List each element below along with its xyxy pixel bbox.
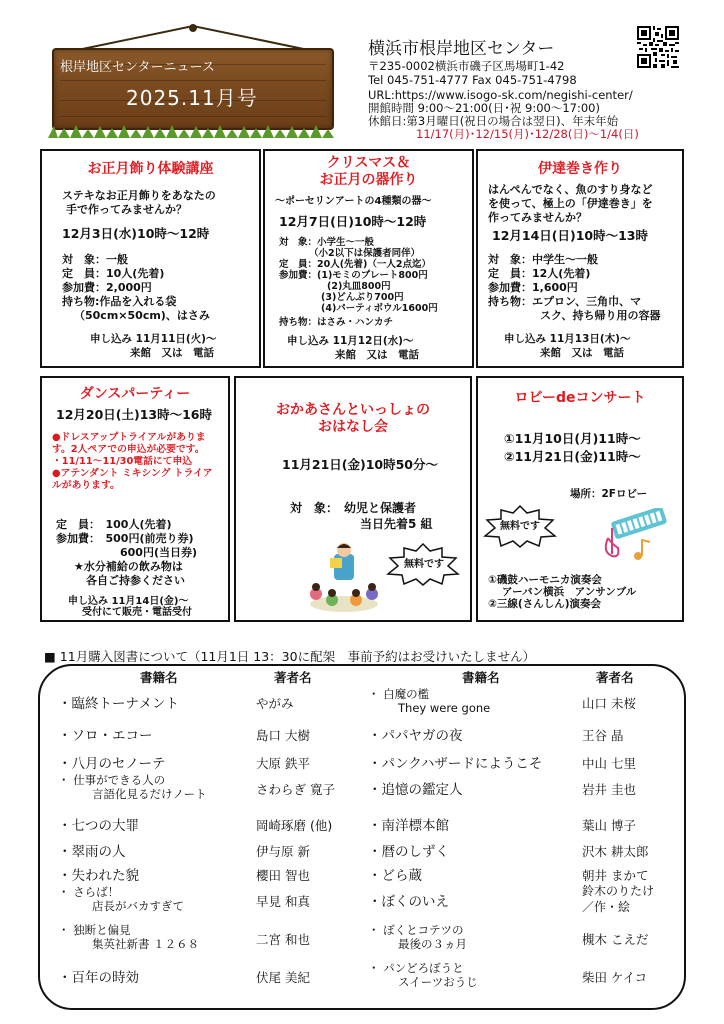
event-apply: 来館 又は 電話 (130, 347, 214, 359)
event-note: ルがあります。 (52, 480, 120, 491)
book-title-left: ・ さらば！ (58, 885, 120, 899)
book-author-left: さわらぎ 寛子 (256, 782, 335, 797)
book-author-left: 早見 和真 (256, 894, 310, 909)
event-detail: ★水分補給の飲み物は (74, 560, 183, 573)
book-title-right: ・ぼくのいえ (368, 894, 449, 910)
event-detail: 対 象：中学生～一般 (488, 253, 598, 266)
event-title: おはなし会 (318, 419, 388, 435)
book-author-right: 中山 七里 (582, 756, 636, 771)
event-note: ●アテンダント ミキシング トライア (52, 468, 213, 479)
event-detail: 持ち物:作品を入れる袋 (62, 295, 177, 308)
book-author-right: 柴田 ケイコ (582, 970, 648, 985)
book-author-left: 島口 大樹 (256, 728, 310, 743)
book-title-left: ・失われた貌 (58, 868, 139, 884)
book-title-right-line2: スイーツおうじ (398, 975, 478, 989)
storytelling-illustration-icon (306, 540, 382, 614)
free-label: 無料です (404, 559, 444, 570)
book-title-right-line2: 最後の３ヵ月 (398, 937, 467, 951)
book-author-left: 伏尾 美紀 (256, 970, 310, 985)
book-title-left-line2: 集英社新書 １２６８ (92, 937, 200, 951)
book-title-right: ・ パンどろぼうと (368, 961, 464, 975)
book-title-left-line2: 店長がバカすぎて (92, 899, 184, 913)
event-detail: (3)どんぶり700円 (321, 292, 404, 303)
event-apply: 申し込み 11月11日(火)～ (90, 333, 217, 345)
event-title: ロビーdeコンサート (514, 390, 646, 406)
event-detail: 参加費： 500円(前売り券) (56, 532, 194, 545)
book-author-right: 葉山 博子 (582, 818, 636, 833)
books-frame (38, 664, 686, 1010)
book-title-left: ・百年の時効 (58, 970, 139, 986)
event-detail: 持ち物：はさみ・ハンカチ (279, 317, 394, 328)
event-apply: 来館 又は 電話 (540, 347, 624, 359)
book-title-right: ・ 白魔の檻 (368, 687, 430, 701)
tel-fax: Tel 045-751-4777 Fax 045-751-4798 (368, 73, 577, 87)
event-datetime: 11月21日(金)10時50分～ (282, 457, 439, 472)
event-subtitle: ～ポーセリンアートの4種類の器～ (275, 196, 432, 207)
event-detail: 定 員：20人(先着)（一人2点迄） (279, 259, 432, 270)
col-header-author-left: 著者名 (274, 670, 312, 685)
event-intro: 手で作ってみませんか？ (66, 203, 187, 216)
event-detail: 定 員：12人(先着) (488, 267, 591, 280)
issue-label: 2025.11月号 (126, 86, 258, 110)
event-datetime: ①11月10日(月)11時～ (504, 431, 641, 446)
book-author-left: やがみ (256, 696, 294, 711)
book-title-left: ・ソロ・エコー (58, 728, 153, 744)
event-box-storytime (234, 376, 472, 622)
event-detail: 参加費：2,000円 (62, 281, 152, 294)
book-title-left: ・ 仕事ができる人の (58, 773, 166, 787)
event-title: お正月飾り体験講座 (87, 161, 214, 177)
performer: ①磯鼓ハーモニカ演奏会 (488, 574, 602, 586)
event-note: ●ドレスアップトライアルがありま (52, 432, 206, 443)
opening-hours: 開館時間 9:00～21:00(日･祝 9:00～17:00) (368, 101, 600, 115)
event-apply: 申し込み 11月14日(金)～ (68, 596, 189, 607)
event-datetime: ②11月21日(金)11時～ (504, 449, 641, 464)
book-title-left-line2: 言語化見るだけノート (92, 787, 207, 801)
event-detail: 対 象：一般 (62, 253, 128, 266)
event-title: 伊達巻き作り (538, 161, 622, 177)
book-author-right: 王谷 晶 (582, 728, 624, 743)
col-header-title-right: 書籍名 (462, 670, 500, 685)
center-name: 横浜市根岸地区センター (368, 39, 555, 59)
book-author-left: 伊与原 新 (256, 844, 310, 859)
holiday-info: 休館日:第3月曜日(祝日の場合は翌日)、年末年始 (368, 114, 619, 128)
event-detail: (4)パーティボウル1600円 (321, 303, 438, 314)
event-note: ・11/11～11/30電話にて申込 (52, 456, 193, 467)
event-box-lobby-concert (476, 376, 684, 622)
book-title-right-line2: They were gone (398, 701, 491, 715)
performer: ②三線(さんしん)演奏会 (488, 598, 601, 610)
col-header-title-left: 書籍名 (140, 670, 178, 685)
book-author-left: 櫻田 智也 (256, 868, 310, 883)
book-title-right: ・パパヤガの夜 (368, 728, 463, 744)
qr-code-icon[interactable] (637, 26, 679, 68)
event-title: おかあさんといっしょの (276, 402, 430, 418)
book-title-right: ・ ぼくとコテツの (368, 923, 464, 937)
event-intro: はんぺんでなく、魚のすり身など (488, 183, 653, 196)
event-datetime: 12月20日(土)13時～16時 (56, 407, 213, 422)
event-box-datemaki (476, 149, 684, 368)
event-apply: 受付にて販売・電話受付 (82, 607, 192, 618)
event-title: クリスマス＆ (326, 155, 411, 171)
book-title-right: ・南洋標本館 (368, 818, 449, 834)
book-author-right: 山口 未桜 (582, 696, 636, 711)
book-title-right: ・暦のしずく (368, 844, 449, 860)
event-detail: 参加費：(1)モミのプレート800円 (279, 270, 428, 281)
book-author-left: 二宮 和也 (256, 932, 310, 947)
book-title-left: ・臨終トーナメント (58, 696, 179, 712)
event-title: ダンスパーティー (79, 386, 191, 402)
event-detail: 対 象：小学生～一般 (279, 237, 375, 248)
event-apply: 申し込み 11月12日(水)～ (287, 335, 414, 347)
books-section-title: ■ 11月購入図書について（11月1日 13：30に配架 事前予約はお受けいたしません） (44, 649, 536, 664)
book-author-right: 鈴木のりたけ (582, 884, 655, 898)
event-box-porcelain (263, 149, 474, 368)
event-intro: ステキなお正月飾りをあなたの (62, 189, 216, 202)
book-author-right: 岩井 圭也 (582, 782, 636, 797)
event-detail: （小2以下は保護者同伴） (309, 248, 421, 259)
book-title-left: ・七つの大罪 (58, 818, 139, 834)
event-title: お正月の器作り (319, 172, 418, 188)
event-detail: スク、持ち帰り用の容器 (540, 309, 661, 322)
closed-dates: 11/17(月)･12/15(月)･12/28(日)～1/4(日) (416, 127, 639, 141)
book-title-right: ・どら蔵 (368, 868, 422, 884)
book-author-left: 大原 鉄平 (256, 756, 310, 771)
event-intro: 作ってみませんか？ (488, 211, 587, 224)
book-title-left: ・八月のセノーテ (58, 756, 166, 772)
book-author-right: 沢木 耕太郎 (582, 844, 649, 859)
book-title-left: ・翠雨の人 (58, 844, 126, 860)
event-note: す。2人ペアでの申込が必要です。 (52, 444, 205, 455)
event-detail: 定 員： 100人(先着) (56, 518, 172, 531)
free-label: 無料です (500, 521, 540, 532)
book-title-left: ・ 独断と偏見 (58, 923, 131, 937)
event-detail: 持ち物：エプロン、三角巾、マ (488, 295, 642, 308)
event-detail: 600円(当日券) (120, 546, 198, 559)
event-box-dance-party (40, 376, 230, 622)
event-detail: 対 象： 幼児と保護者 (290, 501, 417, 515)
event-detail: 各自ご持参ください (86, 574, 185, 587)
event-detail: （50cm×50cm)、はさみ (74, 309, 210, 322)
event-intro: を使って、極上の「伊達巻き」を (488, 197, 653, 210)
event-detail: 参加費：1,600円 (488, 281, 578, 294)
event-box-new-year-decoration (40, 149, 261, 368)
event-datetime: 12月14日(日)10時～13時 (492, 228, 649, 243)
newsletter-title: 根岸地区センターニュース (60, 60, 215, 75)
website-url[interactable]: URL:https://www.isogo-sk.com/negishi-center/ (368, 88, 633, 102)
event-apply: 申し込み 11月13日(木)～ (504, 333, 631, 345)
event-detail: (2)丸皿800円 (327, 281, 391, 292)
event-apply: 来館 又は 電話 (335, 349, 419, 361)
grass-icon (48, 124, 338, 138)
event-datetime: 12月3日(水)10時～12時 (62, 226, 210, 241)
book-title-right: ・パンクハザードにようこそ (368, 756, 543, 772)
event-datetime: 12月7日(日)10時～12時 (279, 214, 427, 229)
col-header-author-right: 著者名 (596, 670, 634, 685)
book-author-right-line2: ／作・絵 (582, 900, 631, 914)
book-author-right: 槻木 こえだ (582, 932, 649, 947)
performer: アーバン横浜 アンサンブル (502, 586, 637, 598)
address: 〒235-0002横浜市磯子区馬場町1-42 (368, 59, 565, 73)
book-title-right: ・追憶の鑑定人 (368, 782, 463, 798)
book-author-right: 朝井 まかて (582, 868, 649, 883)
event-place: 場所：2Fロビー (570, 488, 648, 500)
newsletter-sign (48, 22, 338, 138)
music-keyboard-icon (598, 508, 668, 570)
event-detail: 定 員：10人(先着) (62, 267, 165, 280)
book-author-left: 岡崎琢磨 (他) (256, 818, 333, 833)
event-detail: 当日先着5 組 (360, 517, 433, 531)
